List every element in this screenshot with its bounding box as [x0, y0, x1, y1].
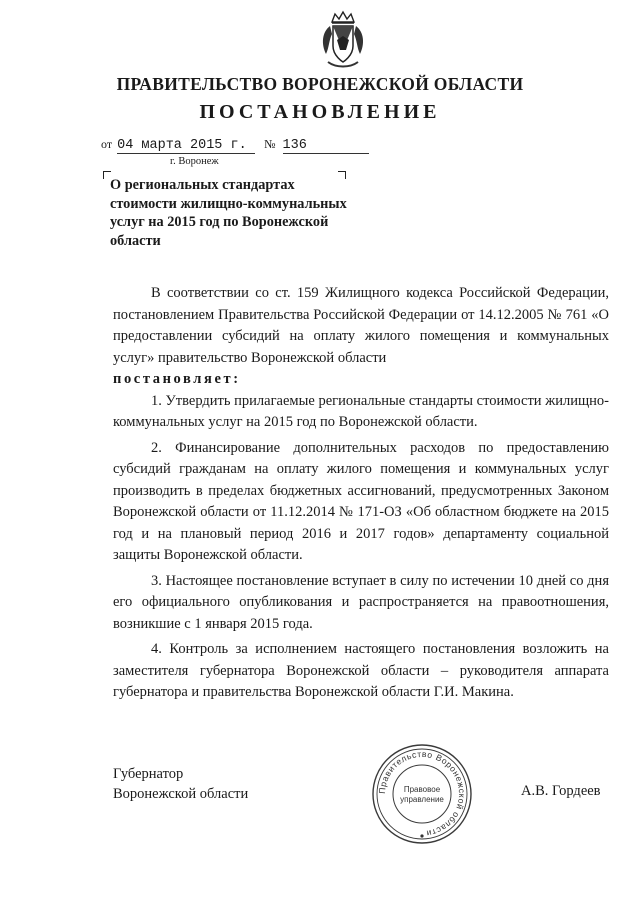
- stamp-center-line1: Правовое: [403, 785, 441, 794]
- document-type-title: ПОСТАНОВЛЕНИЕ: [199, 101, 441, 123]
- signatory-title-line2: Воронежской области: [113, 786, 249, 802]
- document-number: 136: [283, 139, 369, 154]
- city-label: г. Воронеж: [170, 156, 219, 167]
- decree-word: постановляет:: [113, 371, 241, 387]
- signatory-title: [113, 764, 248, 804]
- coat-of-arms-icon: [318, 10, 368, 70]
- document-subject: О региональных стандартах стоимости жилищно-коммунальных услуг на 2015 год по Воронежской области: [110, 177, 347, 250]
- list-item: 2. Финансирование дополнительных расходов по предоставлению субсидий гражданам на оплату жилого помещения и коммунальных услуг производить в пределах бюджетных ассигнований, предусмотренных Законом Воронежской области от 11.12.2014 № 171-ОЗ «Об областном бюджете на 2015 год и на плановый период 2016 и 2017 годов» департаменту социальной защиты Воронежской области.: [113, 439, 609, 563]
- date-prefix: от: [101, 137, 113, 151]
- list-item: 1. Утвердить прилагаемые региональные стандарты стоимости жилищно-коммунальных услуг на 2015 год по Воронежской области.: [113, 392, 609, 430]
- document-date: 04 марта 2015 г.: [117, 139, 255, 154]
- organization-title: ПРАВИТЕЛЬСТВО ВОРОНЕЖСКОЙ ОБЛАСТИ: [116, 74, 524, 94]
- stamp-ring-text: Правительство Воронежской области: [376, 748, 468, 839]
- stamp-center-line2: управление: [400, 795, 444, 804]
- list-item: 3. Настоящее постановление вступает в силу по истечении 10 дней со дня его официального опубликования и распространяется на правоотношения, возникшие с 1 января 2015 года.: [113, 572, 609, 632]
- signatory-name: А.В. Гордеев: [521, 783, 601, 799]
- list-item: 4. Контроль за исполнением настоящего постановления возложить на заместителя губернатора Воронежской области – руководителя аппарата губернатора и правительства Воронежской области Г.И. Макина.: [113, 641, 609, 700]
- document-body: [113, 283, 609, 704]
- signatory-title-line1: Губернатор: [113, 766, 184, 782]
- preamble-paragraph: В соответствии со ст. 159 Жилищного кодекса Российской Федерации, постановлением Правительства Российской Федерации от 14.12.2005 № 761 «О предоставлении субсидий на оплату жилого помещения и коммунальных услуг» правительство Воронежской области: [113, 285, 609, 366]
- official-stamp: [370, 742, 474, 846]
- date-number-line: [101, 137, 369, 154]
- number-prefix: №: [264, 137, 276, 151]
